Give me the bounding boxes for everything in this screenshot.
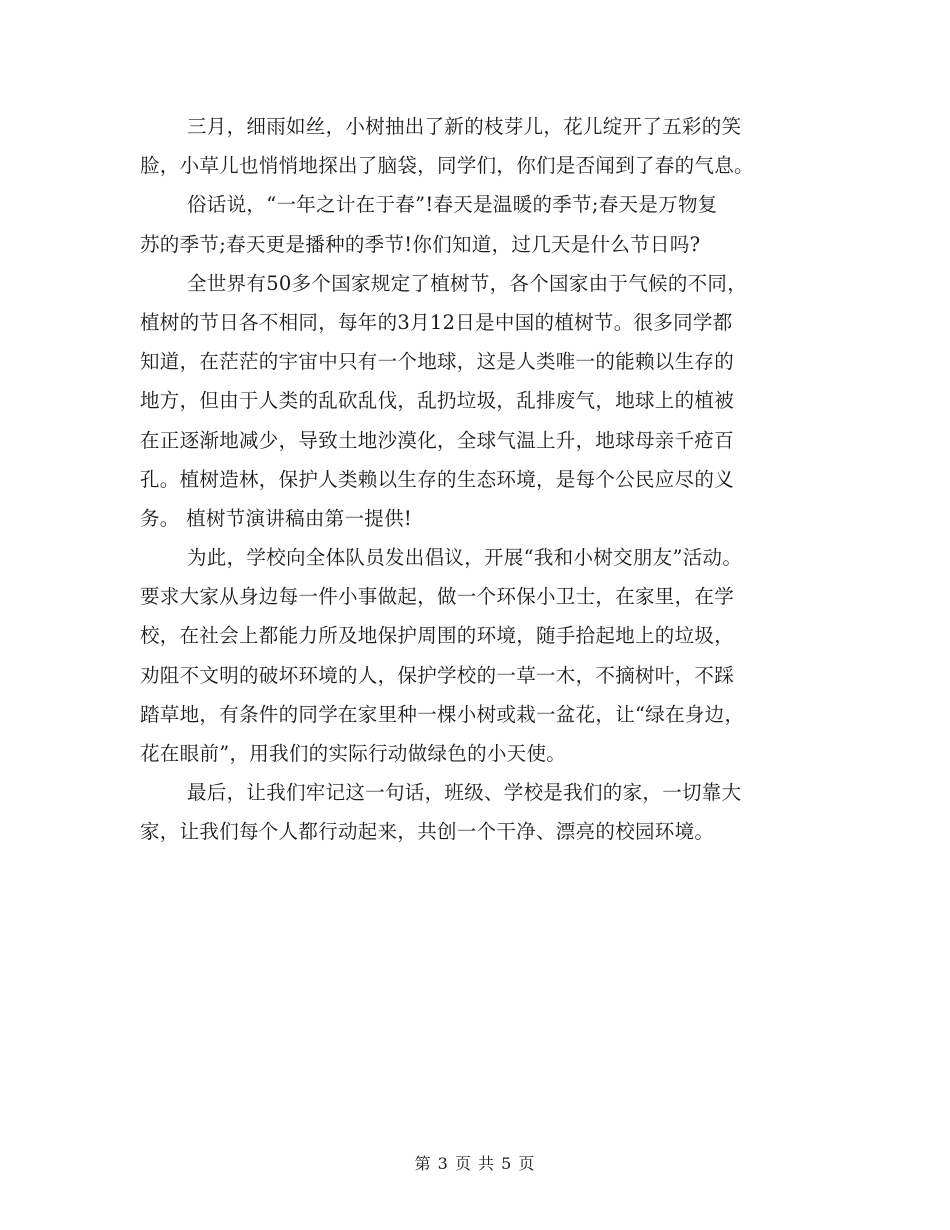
paragraph-2-line-1: 俗话说，“一年之计在于春”!春天是温暖的季节;春天是万物复 — [187, 193, 718, 217]
paragraph-4-line-4: 劝阻不文明的破坏环境的人，保护学校的一草一木，不摘树叶，不踩 — [140, 663, 735, 687]
paragraph-4-line-3: 校，在社会上都能力所及地保护周围的环境，随手拾起地上的垃圾， — [140, 624, 735, 648]
paragraph-4-line-2: 要求大家从身边每一件小事做起，做一个环保小卫士，在家里，在学 — [140, 585, 735, 609]
page-footer — [0, 1151, 950, 1174]
paragraph-3-line-1: 全世界有50多个国家规定了植树节，各个国家由于气候的不同， — [187, 271, 748, 295]
paragraph-5-line-2: 家，让我们每个人都行动起来，共创一个干净、漂亮的校园环境。 — [140, 820, 715, 844]
document-body — [140, 107, 812, 852]
paragraph-5-line-1: 最后，让我们牢记这一句话，班级、学校是我们的家，一切靠大 — [187, 781, 742, 805]
paragraph-3-line-2: 植树的节日各不相同，每年的3月12日是中国的植树节。很多同学都 — [140, 310, 733, 334]
paragraph-3-line-4: 地方，但由于人类的乱砍乱伐，乱扔垃圾，乱排废气，地球上的植被 — [140, 389, 735, 413]
page-number-label: 第 3 页 共 5 页 — [414, 1154, 536, 1173]
paragraph-4-line-1: 为此，学校向全体队员发出倡议，开展“我和小树交朋友”活动。 — [187, 546, 743, 570]
paragraph-4-line-5: 踏草地，有条件的同学在家里种一棵小树或栽一盆花，让“绿在身边， — [140, 702, 745, 726]
paragraph-1-line-1: 三月，细雨如丝，小树抽出了新的枝芽儿，花儿绽开了五彩的笑 — [187, 115, 742, 138]
paragraph-2-line-2: 苏的季节;春天更是播种的季节!你们知道，过几天是什么节日吗? — [140, 232, 701, 256]
paragraph-3-line-6: 孔。植树造林，保护人类赖以生存的生态环境，是每个公民应尽的义 — [140, 467, 735, 491]
paragraph-1-line-2: 脸，小草儿也悄悄地探出了脑袋，同学们，你们是否闻到了春的气息。 — [140, 154, 754, 178]
paragraph-4-line-6: 花在眼前”，用我们的实际行动做绿色的小天使。 — [140, 742, 567, 765]
paragraph-3-line-7: 务。 植树节演讲稿由第一提供! — [140, 506, 413, 530]
paragraph-3-line-3: 知道，在茫茫的宇宙中只有一个地球，这是人类唯一的能赖以生存的 — [140, 350, 735, 374]
paragraph-3-line-5: 在正逐渐地减少，导致土地沙漠化，全球气温上升，地球母亲千疮百 — [140, 428, 735, 452]
